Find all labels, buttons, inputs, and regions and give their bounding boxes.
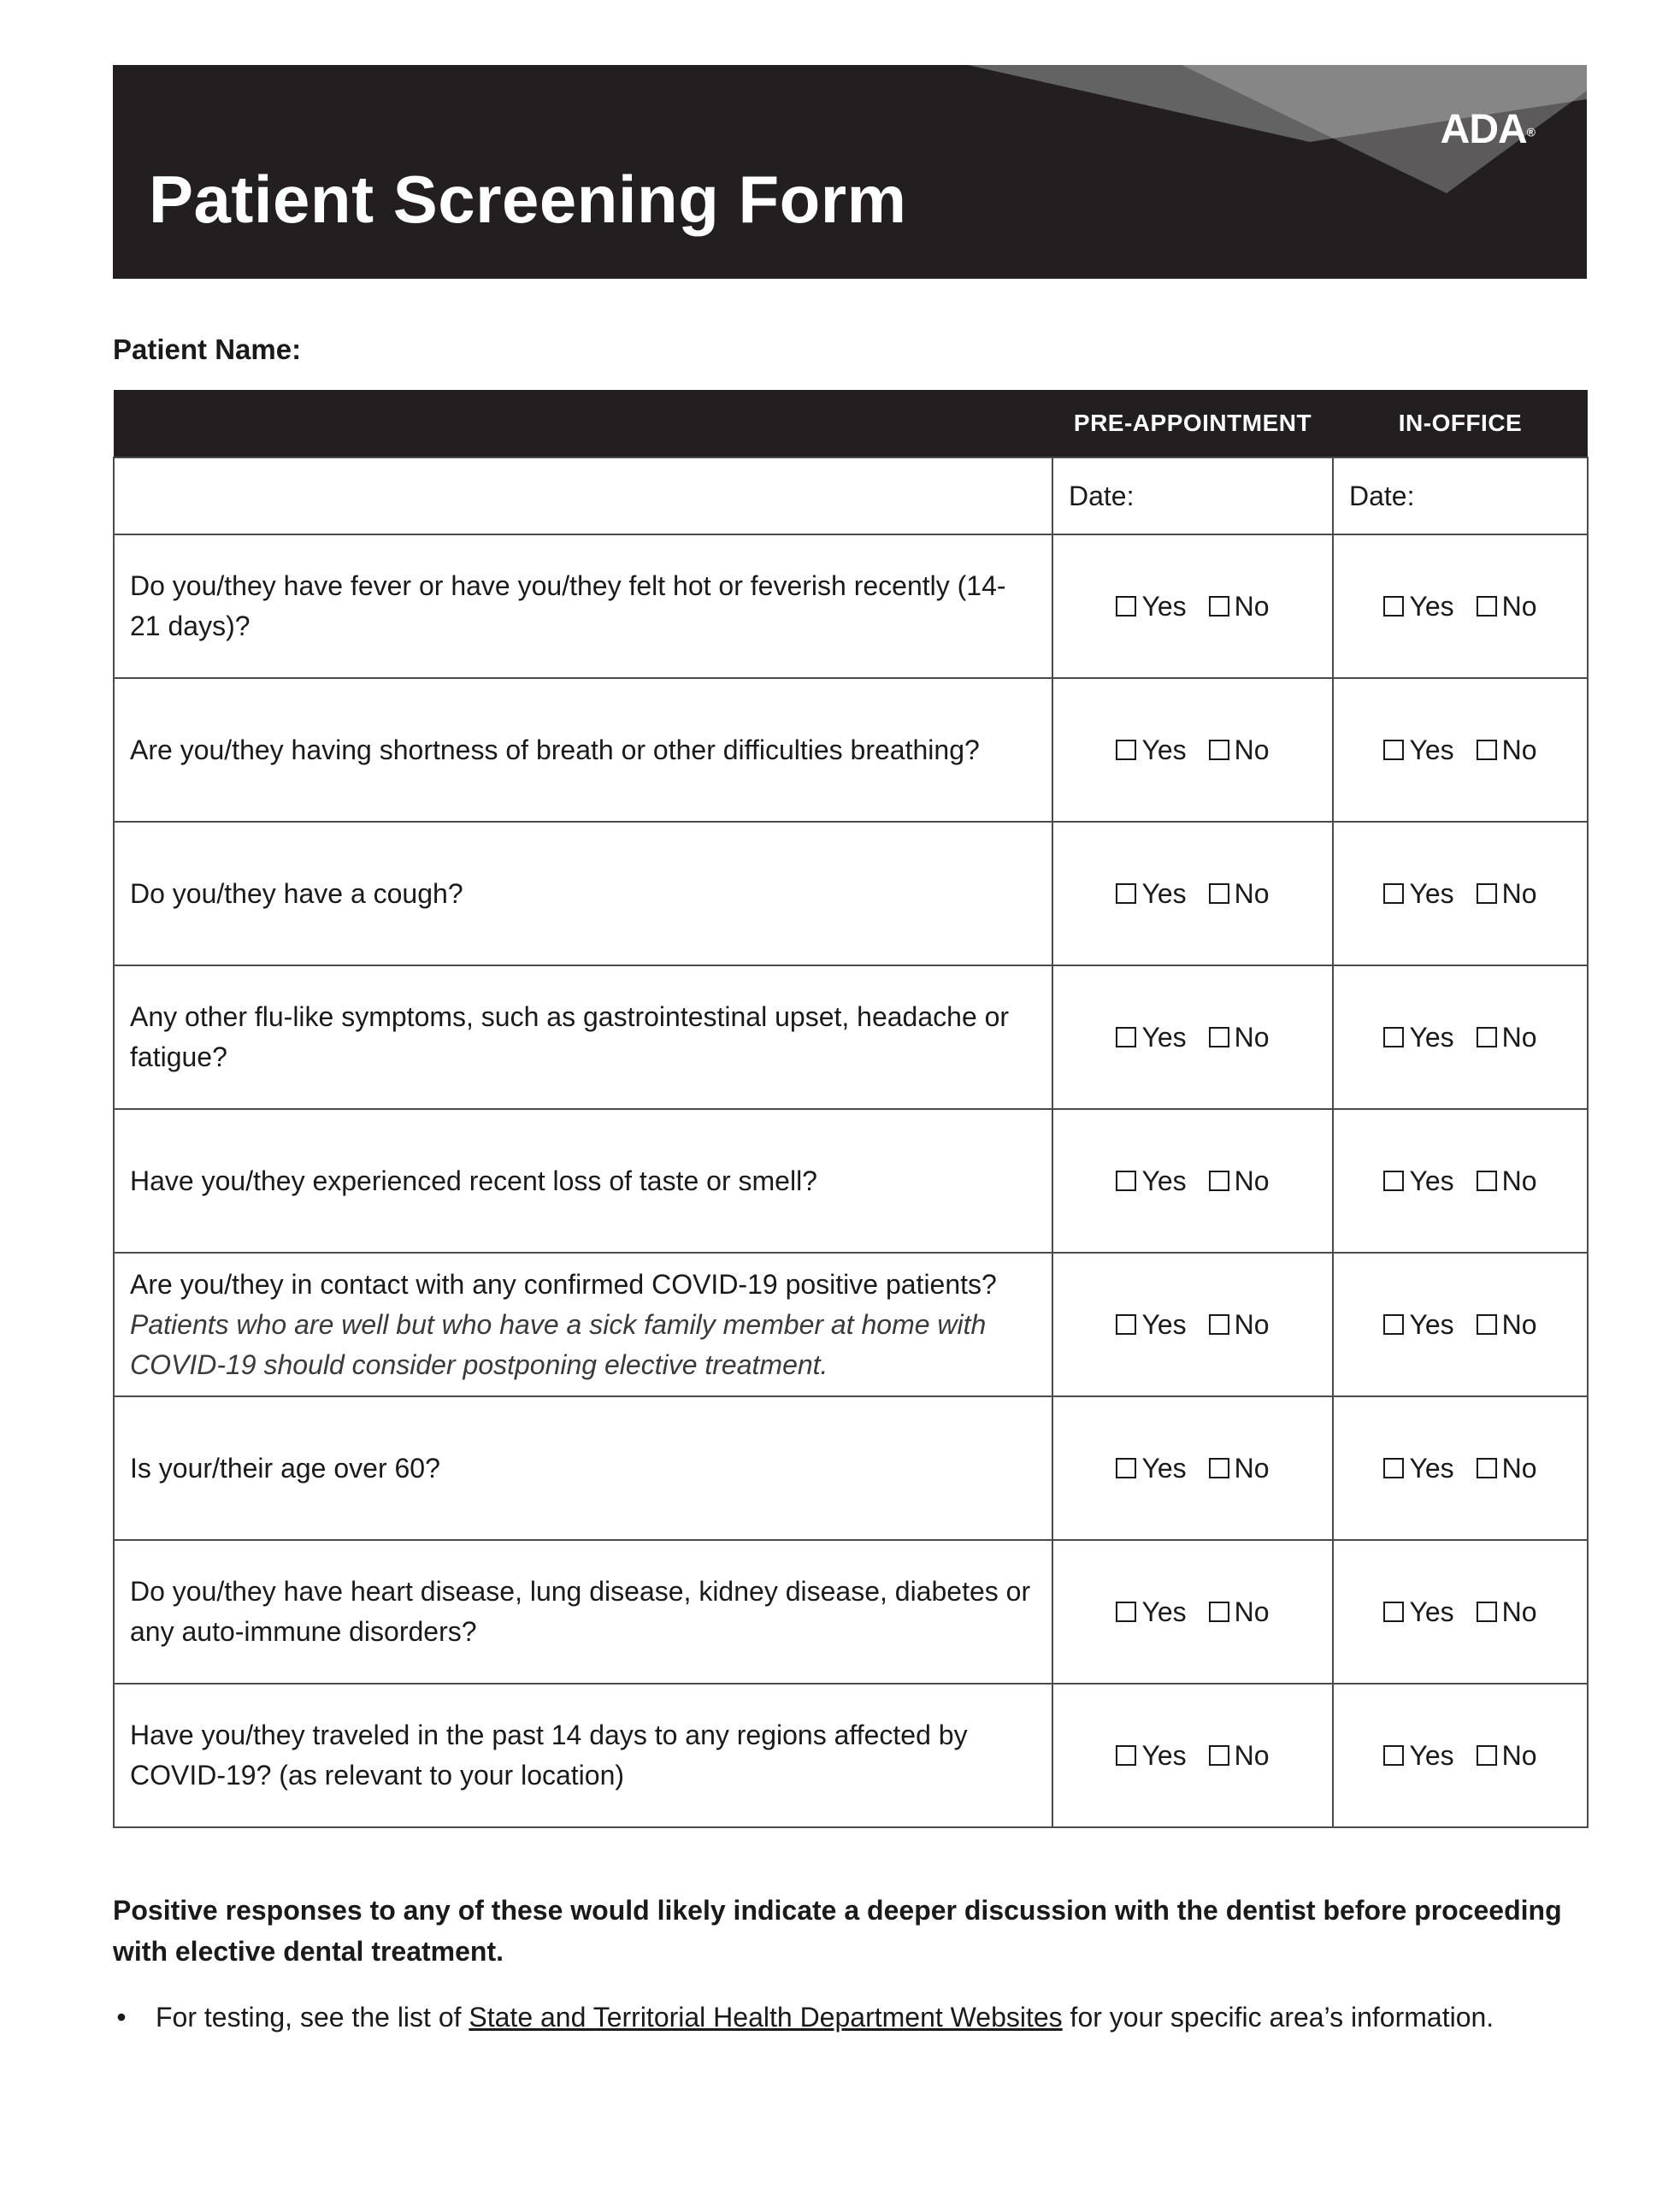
header-banner	[113, 65, 1587, 279]
pre-appointment-yes-checkbox[interactable]	[1116, 883, 1136, 904]
in-office-answer-cell	[1333, 1396, 1588, 1540]
pre-appointment-answer-cell	[1052, 678, 1333, 822]
in-office-yes-checkbox[interactable]	[1383, 596, 1404, 617]
question-row	[114, 1540, 1588, 1684]
pre-appointment-yes-option[interactable]	[1116, 1305, 1186, 1345]
pre-appointment-yes-option[interactable]	[1116, 1449, 1186, 1489]
pre-appointment-answer-cell	[1052, 1109, 1333, 1253]
pre-appointment-yes-checkbox[interactable]	[1116, 740, 1136, 760]
pre-appointment-yes-checkbox[interactable]	[1116, 1458, 1136, 1478]
in-office-no-option[interactable]	[1477, 1592, 1537, 1632]
in-office-yes-checkbox[interactable]	[1383, 740, 1404, 760]
question-cell	[114, 1253, 1052, 1396]
pre-appointment-no-label: No	[1234, 1596, 1270, 1627]
date-field-pre[interactable]: Date:	[1052, 457, 1333, 534]
pre-appointment-no-label: No	[1234, 1165, 1270, 1196]
pre-appointment-yes-label: Yes	[1141, 590, 1187, 622]
in-office-no-label: No	[1501, 1308, 1537, 1340]
in-office-answer-cell	[1333, 678, 1588, 822]
in-office-answer-cell	[1333, 1540, 1588, 1684]
in-office-answer-cell	[1333, 1253, 1588, 1396]
in-office-answer-cell	[1333, 965, 1588, 1109]
in-office-no-checkbox[interactable]	[1477, 1027, 1497, 1047]
pre-appointment-yes-option[interactable]	[1116, 1161, 1186, 1201]
question-cell	[114, 534, 1052, 678]
question-row	[114, 678, 1588, 822]
in-office-yes-checkbox[interactable]	[1383, 1745, 1404, 1766]
pre-appointment-no-option[interactable]	[1209, 1305, 1270, 1345]
question-row	[114, 1109, 1588, 1253]
page-title: Patient Screening Form	[149, 162, 907, 237]
screening-table	[113, 390, 1589, 1828]
in-office-yes-option[interactable]	[1383, 1592, 1453, 1632]
pre-appointment-yes-checkbox[interactable]	[1116, 596, 1136, 617]
pre-appointment-yes-label: Yes	[1141, 734, 1187, 765]
question-text: Have you/they experienced recent loss of taste or smell?	[130, 1165, 817, 1196]
pre-appointment-yes-label: Yes	[1141, 1739, 1187, 1771]
question-text: Is your/their age over 60?	[130, 1452, 440, 1484]
in-office-yes-label: Yes	[1409, 1308, 1454, 1340]
pre-appointment-no-checkbox[interactable]	[1209, 740, 1229, 760]
pre-appointment-yes-option[interactable]	[1116, 1592, 1186, 1632]
pre-appointment-no-checkbox[interactable]	[1209, 1745, 1229, 1766]
in-office-no-checkbox[interactable]	[1477, 1745, 1497, 1766]
in-office-yes-checkbox[interactable]	[1383, 1458, 1404, 1478]
in-office-yes-checkbox[interactable]	[1383, 1602, 1404, 1622]
pre-appointment-no-checkbox[interactable]	[1209, 1171, 1229, 1191]
in-office-no-option[interactable]	[1477, 730, 1537, 770]
question-text: Do you/they have a cough?	[130, 877, 463, 909]
in-office-no-label: No	[1501, 734, 1537, 765]
in-office-no-option[interactable]	[1477, 1018, 1537, 1058]
pre-appointment-no-label: No	[1234, 590, 1270, 622]
pre-appointment-yes-label: Yes	[1141, 1308, 1187, 1340]
pre-appointment-yes-label: Yes	[1141, 1596, 1187, 1627]
question-cell	[114, 965, 1052, 1109]
in-office-no-checkbox[interactable]	[1477, 740, 1497, 760]
pre-appointment-answer-cell	[1052, 534, 1333, 678]
pre-appointment-yes-checkbox[interactable]	[1116, 1314, 1136, 1335]
in-office-no-label: No	[1501, 1021, 1537, 1053]
pre-appointment-no-option[interactable]	[1209, 730, 1270, 770]
header-blank	[114, 390, 1052, 457]
pre-appointment-answer-cell	[1052, 1396, 1333, 1540]
in-office-no-option[interactable]	[1477, 1449, 1537, 1489]
pre-appointment-yes-checkbox[interactable]	[1116, 1745, 1136, 1766]
health-department-link[interactable]: State and Territorial Health Department Websites	[469, 2002, 1063, 2033]
in-office-no-checkbox[interactable]	[1477, 1458, 1497, 1478]
pre-appointment-answer-cell	[1052, 1684, 1333, 1827]
question-row	[114, 1396, 1588, 1540]
in-office-yes-label: Yes	[1409, 1739, 1454, 1771]
pre-appointment-no-label: No	[1234, 734, 1270, 765]
in-office-no-label: No	[1501, 877, 1537, 909]
in-office-no-option[interactable]	[1477, 1736, 1537, 1776]
pre-appointment-yes-label: Yes	[1141, 1452, 1187, 1484]
pre-appointment-no-checkbox[interactable]	[1209, 1314, 1229, 1335]
table-header-row	[114, 390, 1588, 457]
in-office-no-label: No	[1501, 590, 1537, 622]
in-office-no-option[interactable]	[1477, 874, 1537, 914]
in-office-yes-label: Yes	[1409, 590, 1454, 622]
pre-appointment-answer-cell	[1052, 1253, 1333, 1396]
in-office-answer-cell	[1333, 822, 1588, 965]
question-row	[114, 965, 1588, 1109]
question-text: Any other flu-like symptoms, such as gastrointestinal upset, headache or fatigue?	[130, 1001, 1010, 1072]
in-office-no-label: No	[1501, 1452, 1537, 1484]
in-office-yes-label: Yes	[1409, 1165, 1454, 1196]
question-row	[114, 1684, 1588, 1827]
date-field-in[interactable]: Date:	[1333, 457, 1588, 534]
patient-name-label: Patient Name:	[113, 333, 302, 365]
pre-appointment-no-option[interactable]	[1209, 1736, 1270, 1776]
in-office-no-checkbox[interactable]	[1477, 1314, 1497, 1335]
in-office-yes-option[interactable]	[1383, 1161, 1453, 1201]
question-text: Are you/they having shortness of breath or other difficulties breathing?	[130, 734, 980, 765]
pre-appointment-yes-checkbox[interactable]	[1116, 1171, 1136, 1191]
question-cell	[114, 1109, 1052, 1253]
pre-appointment-no-label: No	[1234, 1308, 1270, 1340]
question-cell	[114, 822, 1052, 965]
question-cell	[114, 1540, 1052, 1684]
question-cell	[114, 678, 1052, 822]
in-office-yes-option[interactable]	[1383, 587, 1453, 627]
in-office-no-option[interactable]	[1477, 1305, 1537, 1345]
pre-appointment-no-label: No	[1234, 1739, 1270, 1771]
in-office-no-checkbox[interactable]	[1477, 596, 1497, 617]
pre-appointment-yes-label: Yes	[1141, 877, 1187, 909]
in-office-yes-checkbox[interactable]	[1383, 1027, 1404, 1047]
bullet-dot: •	[116, 2002, 127, 2033]
question-note: Patients who are well but who have a sick family member at home with COVID-19 should consider postponing elective treatment.	[130, 1308, 987, 1380]
in-office-yes-option[interactable]	[1383, 1305, 1453, 1345]
in-office-no-checkbox[interactable]	[1477, 883, 1497, 904]
in-office-no-label: No	[1501, 1165, 1537, 1196]
in-office-yes-option[interactable]	[1383, 1449, 1453, 1489]
date-row	[114, 457, 1588, 534]
in-office-answer-cell	[1333, 1684, 1588, 1827]
in-office-answer-cell	[1333, 534, 1588, 678]
pre-appointment-yes-option[interactable]	[1116, 1736, 1186, 1776]
pre-appointment-yes-option[interactable]	[1116, 730, 1186, 770]
pre-appointment-yes-checkbox[interactable]	[1116, 1602, 1136, 1622]
pre-appointment-no-option[interactable]	[1209, 587, 1270, 627]
in-office-yes-checkbox[interactable]	[1383, 1314, 1404, 1335]
pre-appointment-no-option[interactable]	[1209, 874, 1270, 914]
bullet-text: For testing, see the list of State and Territorial Health Department Websites for your specific area’s information.	[156, 2002, 1494, 2033]
in-office-answer-cell	[1333, 1109, 1588, 1253]
pre-appointment-no-checkbox[interactable]	[1209, 883, 1229, 904]
pre-appointment-yes-option[interactable]	[1116, 587, 1186, 627]
pre-appointment-no-option[interactable]	[1209, 1592, 1270, 1632]
footer-notice: Positive responses to any of these would likely indicate a deeper discussion with the dentist before proceeding with elective dental treatment.	[113, 1895, 1562, 1967]
in-office-yes-option[interactable]	[1383, 1736, 1453, 1776]
question-row	[114, 822, 1588, 965]
question-cell	[114, 1396, 1052, 1540]
pre-appointment-yes-option[interactable]	[1116, 1018, 1186, 1058]
question-text: Are you/they in contact with any confirmed COVID-19 positive patients?	[130, 1268, 997, 1300]
pre-appointment-no-option[interactable]	[1209, 1018, 1270, 1058]
ada-logo: ADA®	[1440, 107, 1536, 152]
pre-appointment-no-checkbox[interactable]	[1209, 1602, 1229, 1622]
pre-appointment-yes-label: Yes	[1141, 1165, 1187, 1196]
pre-appointment-no-label: No	[1234, 1021, 1270, 1053]
pre-appointment-answer-cell	[1052, 822, 1333, 965]
pre-appointment-yes-checkbox[interactable]	[1116, 1027, 1136, 1047]
pre-appointment-no-checkbox[interactable]	[1209, 1458, 1229, 1478]
question-text: Do you/they have heart disease, lung disease, kidney disease, diabetes or any auto-immune disorders?	[130, 1576, 1031, 1647]
in-office-yes-label: Yes	[1409, 1452, 1454, 1484]
question-row	[114, 534, 1588, 678]
in-office-no-option[interactable]	[1477, 587, 1537, 627]
pre-appointment-no-checkbox[interactable]	[1209, 596, 1229, 617]
question-text: Do you/they have fever or have you/they felt hot or feverish recently (14-21 days)?	[130, 570, 1006, 641]
pre-appointment-no-checkbox[interactable]	[1209, 1027, 1229, 1047]
in-office-no-option[interactable]	[1477, 1161, 1537, 1201]
in-office-yes-label: Yes	[1409, 1021, 1454, 1053]
in-office-yes-label: Yes	[1409, 877, 1454, 909]
in-office-yes-label: Yes	[1409, 734, 1454, 765]
question-text: Have you/they traveled in the past 14 days to any regions affected by COVID-19? (as relevant to your location)	[130, 1720, 968, 1791]
question-row	[114, 1253, 1588, 1396]
pre-appointment-answer-cell	[1052, 965, 1333, 1109]
pre-appointment-no-option[interactable]	[1209, 1449, 1270, 1489]
pre-appointment-yes-option[interactable]	[1116, 874, 1186, 914]
header-pre-appointment: PRE-APPOINTMENT	[1052, 390, 1333, 457]
pre-appointment-no-label: No	[1234, 877, 1270, 909]
in-office-yes-option[interactable]	[1383, 730, 1453, 770]
in-office-no-checkbox[interactable]	[1477, 1171, 1497, 1191]
in-office-no-label: No	[1501, 1596, 1537, 1627]
in-office-yes-checkbox[interactable]	[1383, 1171, 1404, 1191]
header-in-office: IN-OFFICE	[1333, 390, 1588, 457]
question-cell	[114, 1684, 1052, 1827]
date-row-blank	[114, 457, 1052, 534]
pre-appointment-no-label: No	[1234, 1452, 1270, 1484]
in-office-no-label: No	[1501, 1739, 1537, 1771]
pre-appointment-yes-label: Yes	[1141, 1021, 1187, 1053]
in-office-yes-label: Yes	[1409, 1596, 1454, 1627]
in-office-yes-option[interactable]	[1383, 874, 1453, 914]
in-office-yes-option[interactable]	[1383, 1018, 1453, 1058]
testing-bullet	[113, 1997, 1618, 2037]
in-office-no-checkbox[interactable]	[1477, 1602, 1497, 1622]
pre-appointment-answer-cell	[1052, 1540, 1333, 1684]
pre-appointment-no-option[interactable]	[1209, 1161, 1270, 1201]
in-office-yes-checkbox[interactable]	[1383, 883, 1404, 904]
